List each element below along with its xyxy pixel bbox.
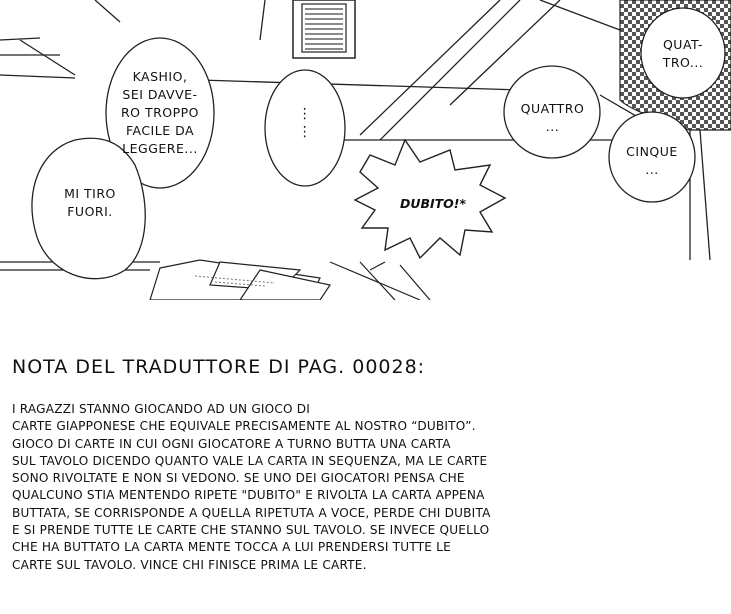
bubble-cinque: CINQUE ... bbox=[626, 144, 678, 177]
note-line: I RAGAZZI STANNO GIOCANDO AD UN GIOCO DI bbox=[12, 402, 311, 416]
bubble-tiro: MI TIRO FUORI. bbox=[64, 186, 116, 219]
shout-dubito: DUBITO!* bbox=[399, 196, 467, 211]
note-line: BUTTATA, SE CORRISPONDE A QUELLA RIPETUTA A VOCE, PERDE CHI DUBITA bbox=[12, 505, 491, 520]
note-line: QUALCUNO STIA MENTENDO RIPETE "DUBITO" E RIVOLTA LA CARTA APPENA bbox=[12, 488, 485, 503]
note-line: GIOCO DI CARTE IN CUI OGNI GIOCATORE A TURNO BUTTA UNA CARTA bbox=[12, 436, 451, 451]
translator-note-title: NOTA DEL TRADUTTORE DI PAG. 00028: bbox=[12, 356, 426, 378]
ceiling-vent bbox=[293, 0, 355, 58]
note-line: SONO RIVOLTATE E NON SI VEDONO. SE UNO DEI GIOCATORI PENSA CHE bbox=[12, 471, 465, 486]
note-line: CARTE SUL TAVOLO. VINCE CHI FINISCE PRIMA LE CARTE. bbox=[12, 557, 367, 572]
note-line: E SI PRENDE TUTTE LE CARTE CHE STANNO SUL TAVOLO. SE INVECE QUELLO bbox=[12, 523, 490, 538]
note-line: CARTE GIAPPONESE CHE EQUIVALE PRECISAMENTE AL NOSTRO “DUBITO”. bbox=[12, 419, 476, 434]
note-line: SUL TAVOLO DICENDO QUANTO VALE LA CARTA IN SEQUENZA, MA LE CARTE bbox=[12, 453, 488, 468]
bubble-dots: ⋮ ⋮ bbox=[297, 106, 313, 140]
manga-panel bbox=[0, 0, 731, 300]
note-line: CHE HA BUTTATO LA CARTA MENTE TOCCA A LUI PRENDERSI TUTTE LE bbox=[12, 540, 451, 555]
bubble-quattro: QUATTRO ... bbox=[520, 101, 585, 134]
bubble-quattro-hesitant: QUAT- TRO... bbox=[662, 37, 704, 70]
bubble-kashio: KASHIO, SEI DAVVE- RO TROPPO FACILE DA LEGGERE... bbox=[120, 69, 200, 156]
translator-note-body bbox=[12, 401, 724, 574]
